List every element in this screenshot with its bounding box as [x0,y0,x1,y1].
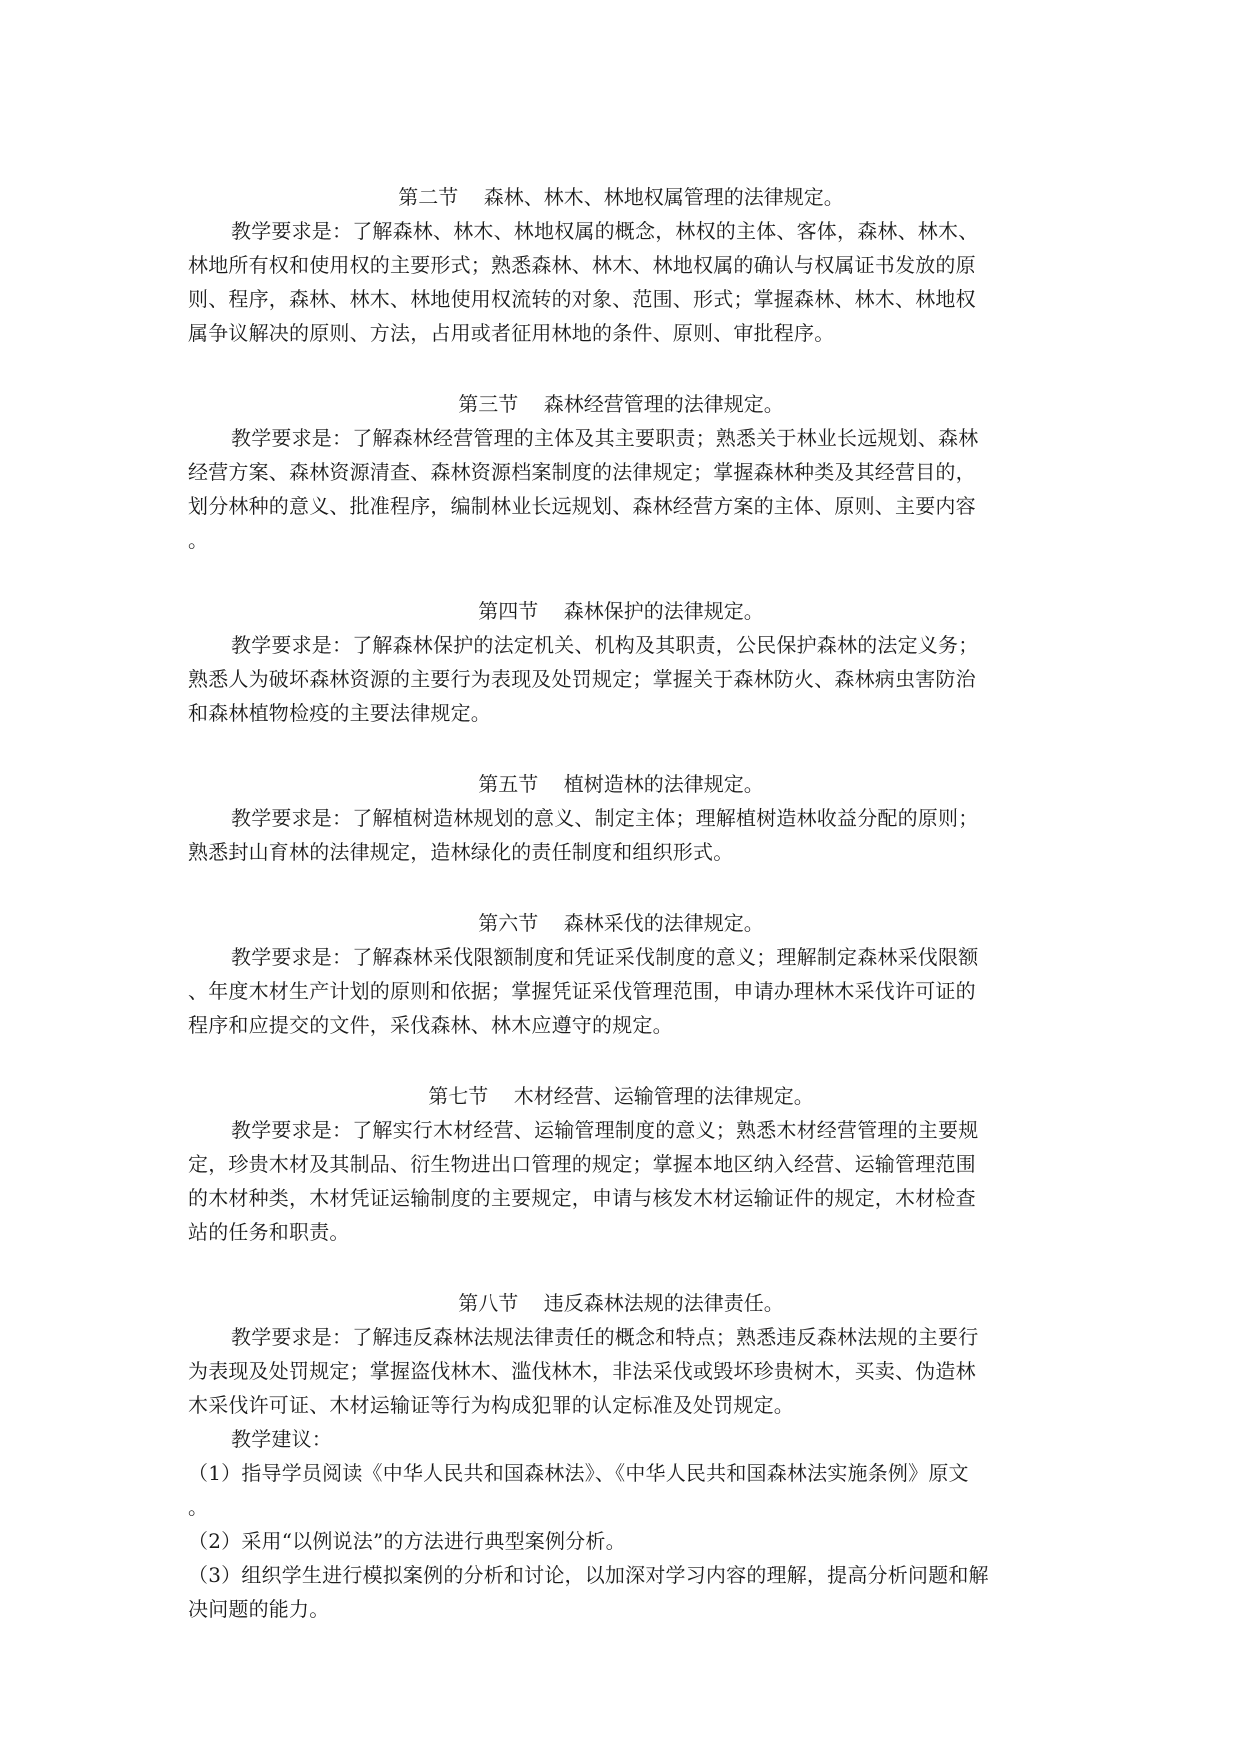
paragraph-line: 教学要求是：了解森林保护的法定机关、机构及其职责，公民保护森林的法定义务； [231,633,979,657]
paragraph-line: 熟悉人为破坏森林资源的主要行为表现及处罚规定；掌握关于森林防火、森林病虫害防治 [188,667,976,691]
paragraph-line: 的木材种类，木材凭证运输制度的主要规定，申请与核发木材运输证件的规定，木材检查 [188,1186,976,1210]
paragraph-line: 林地所有权和使用权的主要形式；熟悉森林、林木、林地权属的确认与权属证书发放的原 [188,253,976,277]
paragraph-line: 经营方案、森林资源清查、森林资源档案制度的法律规定；掌握森林种类及其经营目的， [188,460,976,484]
section-heading: 第六节 森林采伐的法律规定。 [478,911,764,935]
section-6 [188,906,1054,1042]
section-heading: 第八节 违反森林法规的法律责任。 [458,1291,784,1315]
paragraph-line: 划分林种的意义、批准程序，编制林业长远规划、森林经营方案的主体、原则、主要内容 [188,494,976,518]
paragraph-line: 定，珍贵木材及其制品、衍生物进出口管理的规定；掌握本地区纳入经营、运输管理范围 [188,1152,976,1176]
section-8 [188,1286,1054,1626]
paragraph-line: 教学要求是：了解违反森林法规法律责任的概念和特点；熟悉违反森林法规的主要行 [231,1325,979,1349]
section-heading: 第七节 木材经营、运输管理的法律规定。 [428,1084,814,1108]
suggestions-title: 教学建议： [231,1427,332,1451]
paragraph-line: 为表现及处罚规定；掌握盗伐林木、滥伐林木，非法采伐或毁坏珍贵树木，买卖、伪造林 [188,1359,976,1383]
paragraph-line: 熟悉封山育林的法律规定，造林绿化的责任制度和组织形式。 [188,840,734,864]
paragraph-line: 教学要求是：了解植树造林规划的意义、制定主体；理解植树造林收益分配的原则； [231,806,979,830]
paragraph-line: 属争议解决的原则、方法，占用或者征用林地的条件、原则、审批程序。 [188,321,835,345]
section-2 [188,180,1054,350]
paragraph-line: 、年度木材生产计划的原则和依据；掌握凭证采伐管理范围，申请办理林木采伐许可证的 [188,979,976,1003]
paragraph-line: 教学要求是：了解森林采伐限额制度和凭证采伐制度的意义；理解制定森林采伐限额 [231,945,979,969]
section-4 [188,594,1054,730]
paragraph-line: 则、程序，森林、林木、林地使用权流转的对象、范围、形式；掌握森林、林木、林地权 [188,287,976,311]
section-heading: 第四节 森林保护的法律规定。 [478,599,764,623]
section-heading: 第五节 植树造林的法律规定。 [478,772,764,796]
paragraph-line: 木采伐许可证、木材运输证等行为构成犯罪的认定标准及处罚规定。 [188,1393,794,1417]
section-5 [188,767,1054,869]
section-3 [188,387,1054,557]
paragraph-line: 和森林植物检疫的主要法律规定。 [188,701,491,725]
section-heading: 第二节 森林、林木、林地权属管理的法律规定。 [398,185,844,209]
paragraph-line: 教学要求是：了解实行木材经营、运输管理制度的意义；熟悉木材经营管理的主要规 [231,1118,979,1142]
document-page [188,180,1054,1663]
paragraph-line: 。 [188,528,209,552]
suggestion-line: （3）组织学生进行模拟案例的分析和讨论，以加深对学习内容的理解，提高分析问题和解 [188,1563,989,1587]
paragraph-line: 教学要求是：了解森林、林木、林地权属的概念，林权的主体、客体，森林、林木、 [231,219,979,243]
suggestion-line: 。 [188,1495,209,1519]
section-7 [188,1079,1054,1249]
paragraph-line: 程序和应提交的文件，采伐森林、林木应遵守的规定。 [188,1013,673,1037]
suggestion-line: （1）指导学员阅读《中华人民共和国森林法》、《中华人民共和国森林法实施条例》原文 [188,1461,969,1485]
suggestion-line: 决问题的能力。 [188,1597,330,1621]
suggestion-line: （2）采用“以例说法”的方法进行典型案例分析。 [188,1529,626,1553]
paragraph-line: 教学要求是：了解森林经营管理的主体及其主要职责；熟悉关于林业长远规划、森林 [231,426,979,450]
paragraph-line: 站的任务和职责。 [188,1220,350,1244]
section-heading: 第三节 森林经营管理的法律规定。 [458,392,784,416]
